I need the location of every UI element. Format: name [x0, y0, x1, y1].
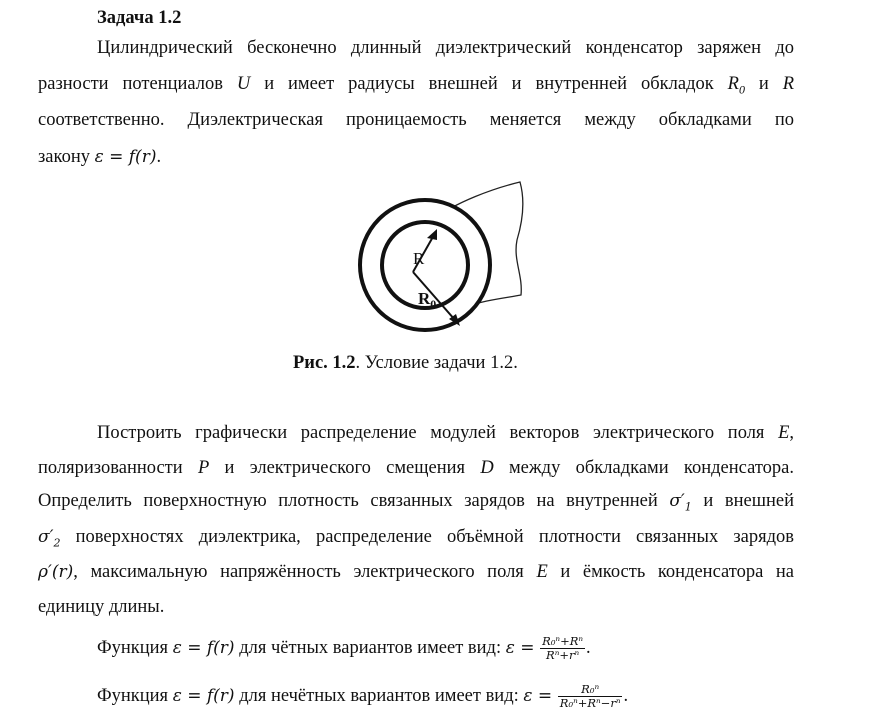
para1-line3: соответственно. Диэлектрическая проницаемость меняется между обкладками по	[38, 110, 794, 130]
para2-line5: ρ′(r), максимальную напряжённость электрического поля E и ёмкость конденсатора на	[38, 562, 795, 582]
para1-line4: закону ε = f(r).	[38, 147, 162, 167]
para2-line6: единицу длины.	[38, 597, 165, 617]
para2-line2: поляризованности P и электрического смещения D между обкладками конденсатора.	[38, 458, 794, 478]
para1-line2: разности потенциалов U и имеет радиусы внешней и внутренней обкладок $R_0$ и R	[38, 74, 795, 97]
label-R0: $R_0$	[418, 289, 437, 311]
sigma2-symbol: $\sigma'_2$	[38, 527, 61, 550]
odd-fraction: $\frac{\text{R₀ⁿ}}{\text{R₀ⁿ+Rⁿ−rⁿ}}$	[559, 682, 621, 710]
func-even-line: Функция ε = f(r) для чётных вариантов имеет вид: ε = $\frac{\text{R₀ⁿ+Rⁿ}}{\text{Rⁿ+rⁿ}}$ .	[97, 634, 591, 662]
task-heading: Задача 1.2	[97, 8, 182, 28]
rho-symbol: ρ′(r)	[38, 562, 74, 582]
epsilon-formula: ε = f(r)	[94, 147, 157, 167]
para2-line1: Построить графически распределение модулей векторов электрического поля E,	[97, 423, 794, 443]
para2-line4: $\sigma'_2$ поверхностях диэлектрика, распределение объёмной плотности связанных зарядов	[38, 527, 795, 550]
para1-line1: Цилиндрический бесконечно длинный диэлектрический конденсатор заряжен до	[97, 38, 794, 58]
label-R: R	[413, 249, 425, 268]
para2-line3: Определить поверхностную плотность связанных зарядов на внутренней $\sigma'_1$ и внешней	[38, 491, 794, 514]
capacitor-figure	[355, 180, 535, 340]
sigma1-symbol: $\sigma'_1$	[669, 491, 692, 514]
func-odd-line: Функция ε = f(r) для нечётных вариантов имеет вид: ε = $\frac{\text{R₀ⁿ}}{\text{R₀ⁿ+Rⁿ−rⁿ}}$ .	[97, 682, 629, 710]
figure-caption: Рис. 1.2. Условие задачи 1.2.	[293, 353, 518, 373]
even-fraction: $\frac{\text{R₀ⁿ+Rⁿ}}{\text{Rⁿ+rⁿ}}$	[542, 634, 584, 662]
